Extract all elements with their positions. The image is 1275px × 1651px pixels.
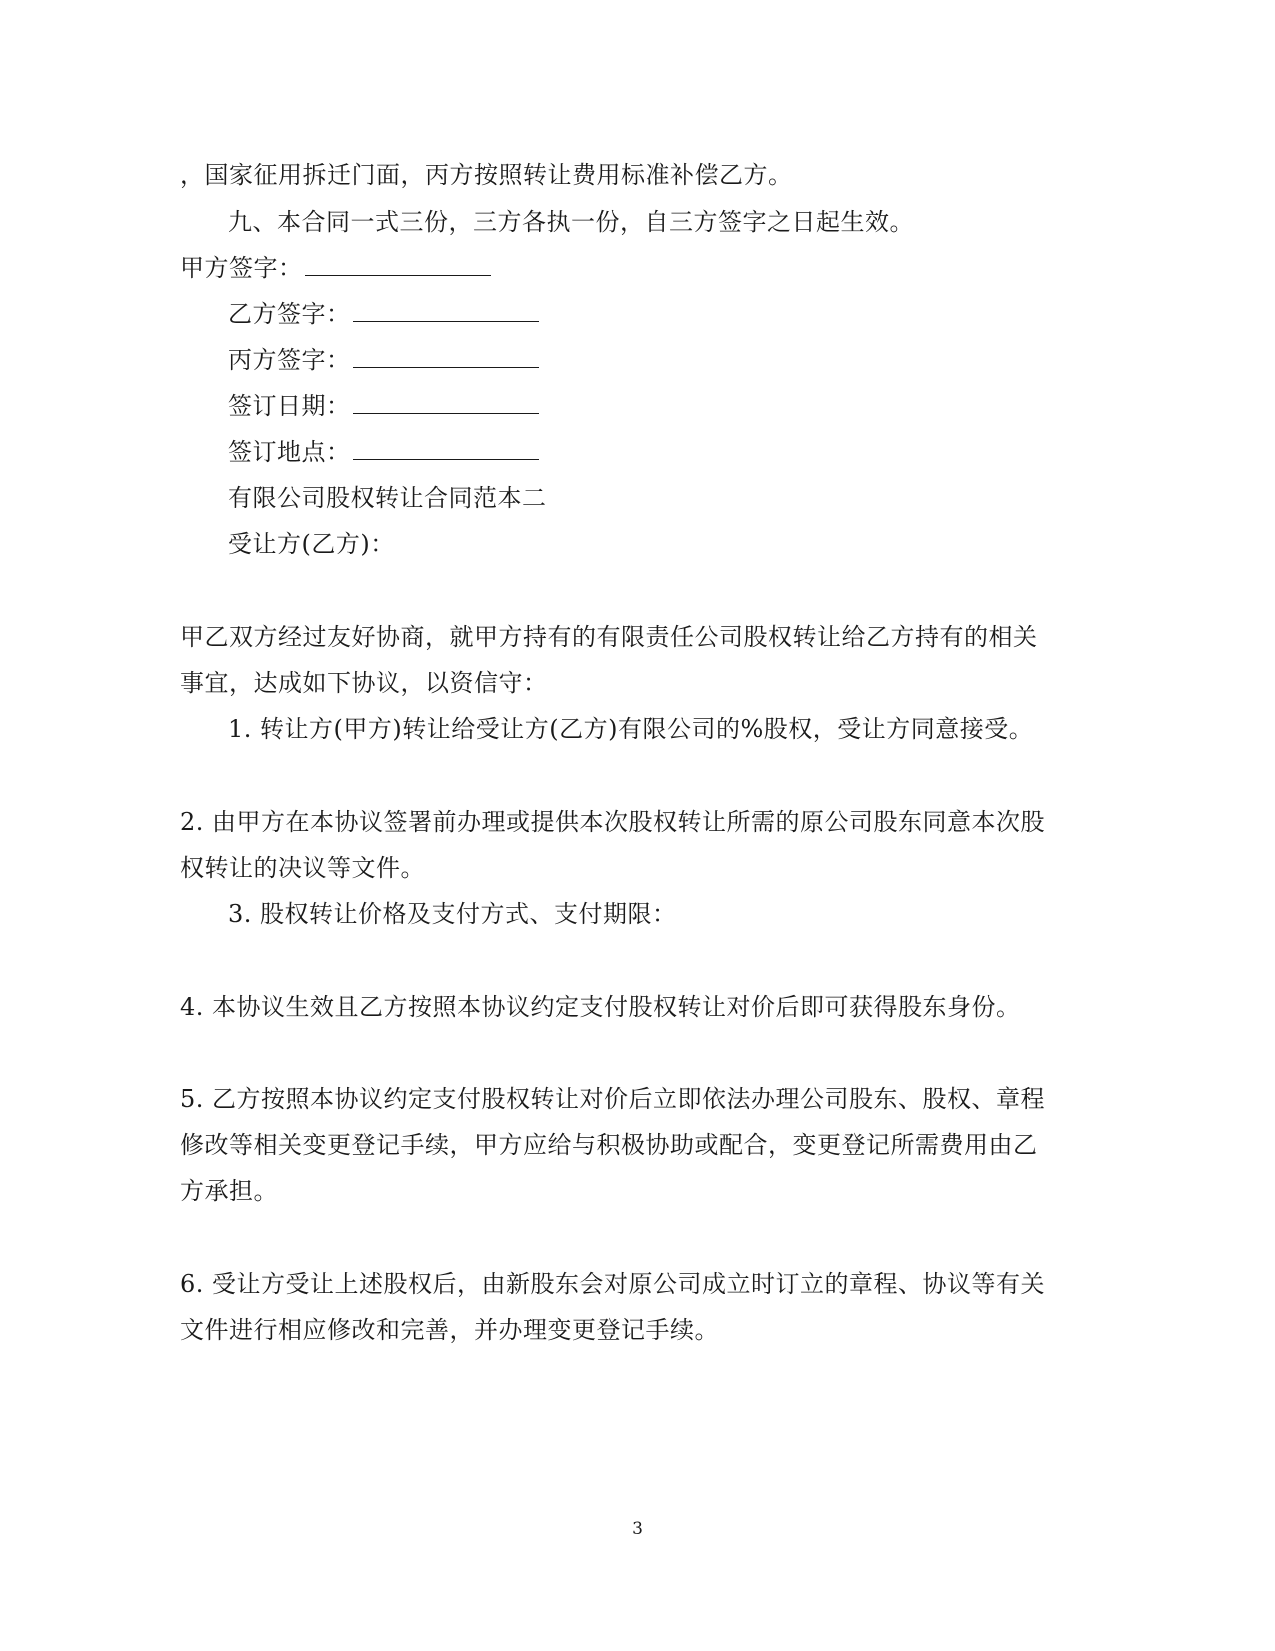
signature-date	[228, 391, 539, 421]
signature-label: 甲方签字：	[180, 254, 303, 282]
signature-blank	[353, 299, 539, 322]
clause-3: 3. 股权转让价格及支付方式、支付期限：	[228, 900, 677, 928]
section-title: 有限公司股权转让合同范本二	[228, 484, 547, 512]
signature-blank	[353, 391, 539, 414]
signature-party-c	[228, 345, 539, 375]
clause-2-line: 2. 由甲方在本协议签署前办理或提供本次股权转让所需的原公司股东同意本次股	[180, 808, 1046, 836]
clause-1: 1. 转让方(甲方)转让给受让方(乙方)有限公司的%股权，受让方同意接受。	[228, 715, 1034, 743]
clause-6-line: 6. 受让方受让上述股权后，由新股东会对原公司成立时订立的章程、协议等有关	[180, 1270, 1046, 1298]
signature-blank	[353, 345, 539, 368]
signature-label: 签订日期：	[228, 392, 351, 420]
transferee-line: 受让方(乙方)：	[228, 530, 395, 558]
clause-6-line: 文件进行相应修改和完善，并办理变更登记手续。	[180, 1316, 719, 1344]
paragraph-line: 九、本合同一式三份，三方各执一份，自三方签字之日起生效。	[228, 208, 914, 236]
clause-5-line: 修改等相关变更登记手续，甲方应给与积极协助或配合，变更登记所需费用由乙	[180, 1131, 1038, 1159]
signature-label: 乙方签字：	[228, 300, 351, 328]
clause-5-line: 5. 乙方按照本协议约定支付股权转让对价后立即依法办理公司股东、股权、章程	[180, 1085, 1046, 1113]
signature-label: 丙方签字：	[228, 346, 351, 374]
clause-5-line: 方承担。	[180, 1177, 278, 1205]
signature-blank	[353, 437, 539, 460]
signature-party-a	[180, 253, 491, 283]
signature-party-b	[228, 299, 539, 329]
paragraph-line: ，国家征用拆迁门面，丙方按照转让费用标准补偿乙方。	[180, 161, 793, 189]
clause-2-line: 权转让的决议等文件。	[180, 854, 425, 882]
paragraph-line: 事宜，达成如下协议，以资信守：	[180, 669, 548, 697]
signature-blank	[305, 253, 491, 276]
page-number: 3	[632, 1519, 643, 1539]
paragraph-line: 甲乙双方经过友好协商，就甲方持有的有限责任公司股权转让给乙方持有的相关	[180, 623, 1038, 651]
clause-4: 4. 本协议生效且乙方按照本协议约定支付股权转让对价后即可获得股东身份。	[180, 993, 1021, 1021]
signature-place	[228, 437, 539, 467]
signature-label: 签订地点：	[228, 438, 351, 466]
